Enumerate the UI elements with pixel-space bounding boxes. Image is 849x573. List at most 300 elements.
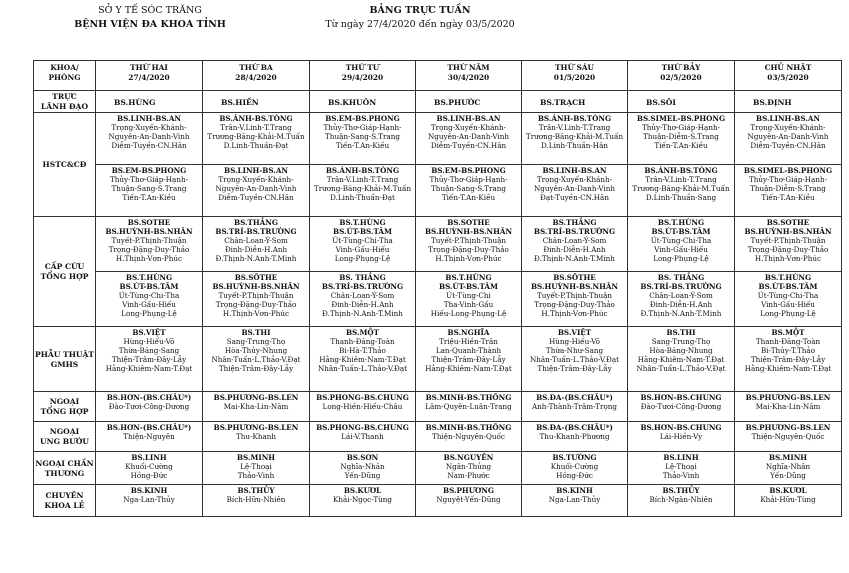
duty-cell (522, 272, 628, 327)
staff-names: BS.ÚT-BS.TÂM (333, 227, 392, 236)
duty-cell (96, 165, 203, 217)
doctor-name: BS.SIMEL-BS.PHONG (636, 114, 726, 123)
doctor-name: BS.KƯƠL (343, 486, 382, 495)
staff-names: Trọng-Đặng-Duy-Thảo (215, 300, 297, 309)
dept-name-line: NGOẠI CHẤN (35, 458, 94, 468)
duty-cell (416, 485, 522, 517)
staff-names: BS.TRÍ-BS.TRƯỜNG (533, 227, 616, 236)
doctor-name: BS.MINH-BS.THÔNG (425, 423, 512, 432)
duty-cell (628, 113, 735, 165)
roster-row (34, 217, 842, 272)
staff-names: BS.ÚT-BS.TÂM (651, 227, 711, 236)
staff-names: Thừa-Băng-Sang (118, 346, 180, 355)
dept-name (34, 485, 96, 517)
staff-names: Nga-Lan-Thủy (548, 495, 601, 504)
staff-names: Út-Tùng-Chi-Tha (650, 236, 712, 245)
doctor-name: BS.PHƯƠNG-BS.LEN (745, 423, 831, 432)
staff-names: Thủy-Thơ-Giáp-Hạnh- (429, 175, 508, 184)
doctor-name: BS.PHONG-BS.CHUNG (316, 393, 409, 402)
staff-names: Lái-V.Thanh (341, 432, 384, 441)
duty-cell (416, 113, 522, 165)
duty-cell (628, 327, 735, 392)
leader-cell: BS.HÙNG (96, 91, 203, 113)
doctor-name: BS.LINH-BS.AN (117, 114, 181, 123)
day-date: 30/4/2020 (447, 73, 490, 82)
doctor-name: BS.HƠN-(BS.CHÂU*) (106, 393, 192, 402)
doctor-name: BS.MINH (236, 453, 276, 462)
duty-cell (628, 217, 735, 272)
staff-names: Nguyên-An-Danh-Vinh (534, 184, 615, 193)
staff-names: H.Thịnh-Vơn-Phúc (435, 254, 502, 263)
staff-names: Vinh-Gấu-Hiếu (335, 245, 390, 254)
staff-names: Tha-Vinh-Gấu (443, 300, 494, 309)
duty-cell (310, 392, 416, 422)
staff-names: Chân-Loan-Ý-Som (224, 236, 288, 245)
staff-names: Mai-Kha-Lin-Năm (755, 402, 821, 411)
staff-names: Thiện-Trâm-Đây-Lẫy (218, 364, 294, 373)
duty-cell (416, 217, 522, 272)
staff-names: BS.TRÍ-BS.TRƯỜNG (640, 282, 722, 291)
doctor-name: BS.PHƯƠNG (443, 486, 494, 495)
roster-row (34, 392, 842, 422)
duty-cell (522, 165, 628, 217)
staff-names: Sang-Trung-Thọ (226, 337, 286, 346)
staff-names: Đinh-Diễn-H.Anh (224, 245, 288, 254)
staff-names: Trân-V.Linh-T.Trang (220, 123, 292, 132)
dept-name (34, 392, 96, 422)
dept-name-line: CẤP CỨU (44, 262, 85, 271)
doctor-name: BS.NGHĨA (447, 328, 490, 337)
day-name: THỨ HAI (130, 63, 168, 72)
duty-cell (96, 392, 203, 422)
staff-names: Diễm-Tuyền-CN.Hân (218, 193, 294, 202)
staff-names: Đào-Tươi-Công-Dương (108, 402, 190, 411)
doctor-name: BS. THẮNG (339, 273, 386, 282)
doctor-name: BS.T.HÙNG (764, 273, 812, 282)
duty-cell (203, 452, 310, 485)
duty-cell (628, 485, 735, 517)
duty-cell (522, 113, 628, 165)
staff-names: Chân-Loan-Ý-Som (542, 236, 607, 245)
doctor-name: BS.ÁNH-BS.TÒNG (644, 166, 718, 175)
doctor-name: BS.KINH (556, 486, 593, 495)
doctor-name: BS.MỘT (771, 328, 805, 337)
duty-cell (96, 113, 203, 165)
staff-names: Nguyên-An-Danh-Vinh (108, 132, 190, 141)
staff-names: Hòa-Thủy-Nhung (224, 346, 288, 355)
doctor-name: BS.SÔTHE (234, 273, 278, 282)
leader-cell: BS.ĐỊNH (735, 91, 842, 113)
staff-names: Út-Tùng-Chi-Tha (757, 291, 819, 300)
staff-names: Trọng-Đặng-Duy-Thảo (747, 245, 829, 254)
staff-names: Lan-Quanh-Thành (435, 346, 502, 355)
org-line-2: BỆNH VIỆN ĐA KHOA TỈNH (74, 19, 226, 30)
staff-names: Út-Tùng-Chi-Tha (332, 236, 393, 245)
staff-names: BS.HUỲNH-BS.NHÂN (744, 227, 832, 236)
duty-cell (735, 485, 842, 517)
staff-names: BS.ÚT-BS.TÂM (119, 282, 179, 291)
date-range: Từ ngày 27/4/2020 đến ngày 03/5/2020 (325, 19, 515, 30)
dept-name (34, 452, 96, 485)
staff-names: Thủy-Thơ-Giáp-Hạnh- (641, 123, 721, 132)
staff-names: Diễm-Tuyền-CN.Hân (430, 141, 507, 150)
staff-names: Nam-Phước (447, 471, 490, 480)
staff-names: Lâm-Quyên-Luân-Trang (425, 402, 512, 411)
staff-names: Thảo-Vinh (237, 471, 275, 480)
title-block (300, 4, 540, 32)
staff-names: Chân-Loan-Ý-Som (649, 291, 713, 300)
duty-cell (96, 327, 203, 392)
leader-cell: BS.HIỀN (203, 91, 310, 113)
doctor-name: BS.THI (666, 328, 696, 337)
roster-row (34, 485, 842, 517)
dept-header (34, 61, 96, 91)
doctor-name: BS.EM-BS.PHONG (431, 166, 506, 175)
staff-names: Thủy-Thơ-Giáp-Hạnh- (748, 175, 828, 184)
staff-names: Sang-Trung-Thọ (651, 337, 711, 346)
duty-cell (203, 272, 310, 327)
day-name: THỨ BA (239, 63, 273, 72)
duty-cell (203, 165, 310, 217)
dept-name-line: PHẪU THUẬT (35, 349, 95, 359)
staff-names: D.Linh-Thuần-Hân (541, 141, 608, 150)
duty-cell (416, 327, 522, 392)
staff-names: Yến-Dũng (770, 471, 806, 480)
staff-names: Trương-Băng-Khải-M.Tuấn (207, 132, 305, 141)
staff-names: Yến-Dũng (344, 471, 381, 480)
duty-cell (96, 217, 203, 272)
dept-name-line: CHUYÊN (45, 491, 84, 500)
staff-names: Trọng-Đặng-Duy-Thảo (534, 300, 615, 309)
staff-names: Bi-Hà-T.Thảo (339, 346, 386, 355)
staff-names: Hòa-Băng-Nhung (649, 346, 713, 355)
staff-names: Thuận-Diễm-S.Trang (750, 184, 826, 193)
doctor-name: BS.SÔTHE (553, 273, 596, 282)
staff-names: Thuận-Sang-S.Trang (325, 132, 400, 141)
doctor-name: BS.HƠN-BS.CHUNG (640, 423, 722, 432)
duty-cell (522, 422, 628, 452)
staff-names: Trương-Băng-Khải-M.Tuấn (313, 184, 412, 193)
doctor-name: BS.PHƯƠNG-BS.LEN (213, 393, 299, 402)
staff-names: Tiến-T.An-Kiều (335, 141, 390, 150)
doctor-name: BS.SƠN (346, 453, 379, 462)
doctor-name: BS.SOTHE (766, 218, 810, 227)
staff-names: Tiến-T.An-Kiều (122, 193, 176, 202)
day-header (522, 61, 628, 91)
staff-names: Khuối-Cường (550, 462, 599, 471)
staff-names: Tiến-T.An-Kiều (441, 193, 496, 202)
staff-names: Triệu-Hiền-Trân (439, 337, 498, 346)
duty-cell (310, 485, 416, 517)
staff-names: Vinh-Gấu-Hiếu (761, 300, 815, 309)
staff-names: Thủy-Thơ-Giáp-Hạnh- (109, 175, 189, 184)
day-date: 27/4/2020 (128, 73, 170, 82)
staff-names: Hằng-Khiêm-Nam-T.Đạt (744, 364, 832, 373)
staff-names: Bích-Hữu-Nhiên (226, 495, 286, 504)
day-date: 28/4/2020 (235, 73, 277, 82)
staff-names: BS.HUỲNH-BS.NHÂN (530, 282, 619, 291)
doctor-name: BS.VIỆT (132, 328, 166, 337)
doctor-name: BS.VIỆT (557, 328, 592, 337)
duty-cell (96, 422, 203, 452)
staff-names: Bích-Ngân-Nhiên (649, 495, 713, 504)
duty-cell (628, 392, 735, 422)
staff-names: D.Linh-Thuần-Sang (645, 193, 717, 202)
duty-cell (628, 165, 735, 217)
staff-names: H.Thịnh-Vơn-Phúc (754, 254, 822, 263)
staff-names: Tuyết-P.Thịnh-Thuận (218, 291, 294, 300)
staff-names: Thừa-Như-Sang (545, 346, 604, 355)
staff-names: Ngân-Thủng (445, 462, 492, 471)
staff-names: Thuận-Sang-S.Trang (431, 184, 506, 193)
staff-names: H.Thịnh-Vơn-Phúc (115, 254, 183, 263)
duty-cell (522, 485, 628, 517)
doctor-name: BS.KINH (130, 486, 168, 495)
staff-names: Mai-Kha-Lin-Năm (223, 402, 289, 411)
day-name: THỨ SÁU (554, 63, 595, 72)
staff-names: Long-Phụng-Lệ (121, 309, 177, 318)
dept-name-line: THƯƠNG (44, 468, 85, 478)
roster-row (34, 272, 842, 327)
doctor-name: BS.THẮNG (234, 218, 278, 227)
org-line-1: SỞ Y TẾ SÓC TRĂNG (98, 5, 202, 16)
leader-label-line: TRỰC (52, 92, 77, 101)
staff-names: Nhân-Tuấn-L.Thảo-V.Đạt (211, 355, 301, 364)
staff-names: Khải-Hữu-Tùng (760, 495, 816, 504)
doctor-name: BS.MINH-BS.THÔNG (425, 393, 512, 402)
staff-names: Hằng-Khiêm-Nam-T.Đạt (425, 364, 512, 373)
staff-names: BS.TRÍ-BS.TRƯỜNG (215, 227, 297, 236)
staff-names: Thiện-Trâm-Đây-Lẫy (537, 364, 612, 373)
staff-names: Trọng-Xuyến-Khánh- (536, 175, 613, 184)
staff-names: Hiếu-Long-Phụng-Lệ (430, 309, 507, 318)
staff-names: Nghĩa-Nhân (765, 462, 811, 471)
day-name: CHỦ NHẬT (764, 63, 812, 72)
doctor-name: BS.LINH (663, 453, 699, 462)
duty-cell (628, 272, 735, 327)
staff-names: Tuyết-P.Thịnh-Thuận (750, 236, 826, 245)
duty-cell (628, 452, 735, 485)
staff-names: D.Linh-Thuần-Đạt (223, 141, 289, 150)
doctor-name: BS.T.HÙNG (125, 273, 173, 282)
dept-name-line: NGOẠI (49, 427, 80, 436)
staff-names: Nghĩa-Nhân (340, 462, 385, 471)
staff-names: Diễm-Tuyền-CN.Hân (750, 141, 826, 150)
staff-names: Lệ-Thoại (240, 462, 272, 471)
duty-cell (522, 327, 628, 392)
staff-names: Đạt-Tuyền-CN.Hân (540, 193, 609, 202)
day-header (735, 61, 842, 91)
roster-body (34, 113, 842, 517)
duty-cell (203, 485, 310, 517)
staff-names: Khải-Ngọc-Tùng (332, 495, 393, 504)
staff-names: Hồng-Đức (556, 471, 593, 480)
duty-cell (310, 165, 416, 217)
staff-names: Thuận-Sang-S.Trang (111, 184, 187, 193)
dept-name (34, 422, 96, 452)
staff-names: H.Thịnh-Vơn-Phúc (541, 309, 608, 318)
duty-cell (310, 217, 416, 272)
dept-name (34, 327, 96, 392)
day-name: THỨ NĂM (447, 63, 490, 72)
staff-names: Nguyên-An-Danh-Vinh (747, 132, 829, 141)
duty-cell (416, 272, 522, 327)
leader-cell: BS.TRẠCH (522, 91, 628, 113)
staff-names: Long-Phụng-Lệ (760, 309, 816, 318)
staff-names: Thảo-Vinh (662, 471, 700, 480)
staff-names: Út-Tùng-Chi-Tha (118, 291, 180, 300)
doctor-name: BS.T.HÙNG (445, 273, 492, 282)
duty-cell (735, 392, 842, 422)
staff-names: Trân-V.Linh-T.Trang (538, 123, 611, 132)
doctor-name: BS.EM-BS.PHONG (111, 166, 187, 175)
staff-names: Lệ-Thoại (665, 462, 697, 471)
staff-names: Thiện-Trâm-Đây-Lẫy (111, 355, 187, 364)
duty-cell (203, 217, 310, 272)
staff-names: Thu-Khanh-Phương (539, 432, 610, 441)
staff-names: Chân-Loan-Ý-Som (330, 291, 395, 300)
staff-names: BS.ÚT-BS.TÂM (758, 282, 818, 291)
staff-names: Tuyết-P.Thịnh-Thuận (536, 291, 612, 300)
staff-names: Hùng-Hiếu-Võ (123, 337, 175, 346)
dept-name (34, 113, 96, 217)
staff-names: Hằng-Khiêm-Nam-T.Đạt (637, 355, 725, 364)
dept-header-line: KHOA/ (50, 63, 79, 72)
staff-names: Long-Phụng-Lệ (334, 254, 391, 263)
staff-names: Thanh-Đăng-Toàn (330, 337, 395, 346)
doctor-name: BS.LINH-BS.AN (756, 114, 820, 123)
doctor-name: BS.PHƯƠNG-BS.LEN (745, 393, 831, 402)
doctor-name: BS.SOTHE (447, 218, 490, 227)
duty-cell (522, 392, 628, 422)
staff-names: Hồng-Đức (130, 471, 168, 480)
staff-names: Thiện-Nguyên-Quốc (432, 432, 505, 441)
staff-names: Đ.Thịnh-N.Anh-T.Minh (215, 254, 297, 263)
day-date: 01/5/2020 (553, 73, 596, 82)
doctor-name: BS.NGUYÊN (443, 453, 494, 462)
duty-cell (735, 165, 842, 217)
duty-cell (203, 327, 310, 392)
staff-names: Nguyên-An-Danh-Vinh (428, 132, 509, 141)
doctor-name: BS.PHƯƠNG-BS.LEN (213, 423, 299, 432)
doctor-name: BS.T.HÙNG (657, 218, 705, 227)
dept-name-line: KHOA LẺ (44, 501, 85, 510)
staff-names: Trọng-Xuyến-Khánh- (218, 175, 294, 184)
duty-cell (735, 113, 842, 165)
duty-cell (416, 452, 522, 485)
doctor-name: BS.EM-BS.PHONG (325, 114, 400, 123)
doctor-name: BS.THỦY (237, 486, 275, 495)
duty-cell (735, 422, 842, 452)
doctor-name: BS.THI (241, 328, 271, 337)
roster-table (33, 60, 842, 517)
roster-row (34, 113, 842, 165)
staff-names: BS.ÚT-BS.TÂM (439, 282, 498, 291)
doctor-name: BS.KƯƠL (769, 486, 807, 495)
staff-names: Tuyết-P.Thịnh-Thuận (111, 236, 187, 245)
staff-names: Tuyết-P.Thịnh-Thuận (430, 236, 506, 245)
staff-names: Đ.Thịnh-N.Anh-T.Minh (534, 254, 615, 263)
staff-names: Tiến-T.An-Kiều (654, 141, 708, 150)
duty-cell (735, 452, 842, 485)
staff-names: Anh-Thành-Trâm-Trọng (531, 402, 618, 411)
doctor-name: BS.SOTHE (127, 218, 171, 227)
duty-cell (96, 485, 203, 517)
duty-cell (310, 422, 416, 452)
doctor-name: BS.SIMEL-BS.PHONG (743, 166, 833, 175)
roster-row (34, 422, 842, 452)
org-header (50, 4, 250, 32)
doctor-name: BS.ÁNH-BS.TÒNG (219, 114, 293, 123)
doctor-name: BS.T.HÙNG (339, 218, 386, 227)
leader-row (34, 91, 842, 113)
staff-names: D.Linh-Thuần-Đạt (330, 193, 395, 202)
duty-cell (735, 327, 842, 392)
duty-cell (522, 217, 628, 272)
staff-names: Hằng-Khiêm-Nam-T.Đạt (105, 364, 193, 373)
staff-names: Trọng-Xuyến-Khánh- (750, 123, 826, 132)
dept-name-line: UNG BƯỚU (40, 437, 89, 446)
staff-names: Trương-Băng-Khải-M.Tuấn (525, 132, 624, 141)
duty-cell (96, 272, 203, 327)
duty-cell (628, 422, 735, 452)
staff-names: Tiến-T.An-Kiều (761, 193, 815, 202)
staff-names: Nga-Lan-Thủy (123, 495, 175, 504)
day-header (96, 61, 203, 91)
staff-names: Khuối-Cường (125, 462, 173, 471)
dept-name-line: NGOẠI (49, 397, 80, 406)
staff-names: Đ.Thịnh-N.Anh-T.Minh (322, 309, 403, 318)
staff-names: Thanh-Đăng-Toàn (755, 337, 821, 346)
duty-cell (203, 422, 310, 452)
doctor-name: BS.MỘT (345, 328, 380, 337)
staff-names: Diễm-Tuyền-CN.Hân (111, 141, 187, 150)
duty-cell (310, 272, 416, 327)
staff-names: Nhân-Tuấn-L.Thảo-V.Đạt (317, 364, 408, 373)
duty-cell (416, 165, 522, 217)
doctor-name: BS.THẮNG (552, 218, 597, 227)
staff-names: Trọng-Xuyến-Khánh- (111, 123, 187, 132)
staff-names: Nhân-Tuấn-L.Thảo-V.Đạt (636, 364, 726, 373)
doctor-name: BS.ĐA-(BS.CHÂU*) (536, 393, 613, 402)
leader-cell: BS.PHƯỚC (416, 91, 522, 113)
staff-names: Thiện-Trâm-Đây-Lẫy (431, 355, 506, 364)
staff-names: Trọng-Đặng-Duy-Thảo (428, 245, 509, 254)
staff-names: Nguyệt-Yến-Dũng (436, 495, 501, 504)
staff-names: Nhân-Tuấn-L.Thảo-V.Đạt (529, 355, 620, 364)
staff-names: Thiện-Nguyên-Quốc (751, 432, 825, 441)
staff-names: BS.HUỲNH-BS.NHÂN (212, 282, 300, 291)
doctor-name: BS.THỦY (662, 486, 700, 495)
dept-name-line: HSTC&CĐ (42, 160, 87, 169)
doctor-name: BS.HƠN-BS.CHUNG (640, 393, 722, 402)
doctor-name: BS.HƠN-(BS.CHÂU*) (106, 423, 192, 432)
duty-cell (203, 113, 310, 165)
staff-names: Trương-Băng-Khải-M.Tuấn (632, 184, 730, 193)
roster-row (34, 452, 842, 485)
staff-names: Thiện-Nguyên (123, 432, 175, 441)
duty-cell (310, 327, 416, 392)
day-header (310, 61, 416, 91)
duty-cell (203, 392, 310, 422)
duty-cell (310, 113, 416, 165)
staff-names: Thuận-Diễm-S.Trang (643, 132, 719, 141)
duty-cell (735, 272, 842, 327)
leader-label-line: LÃNH ĐẠO (40, 102, 89, 111)
leader-cell: BS.SÔI (628, 91, 735, 113)
duty-cell (416, 422, 522, 452)
staff-names: Nguyên-An-Danh-Vinh (215, 184, 297, 193)
